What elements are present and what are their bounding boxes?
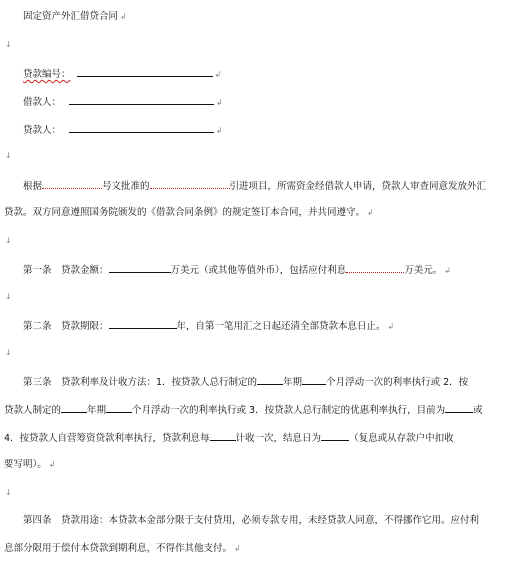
empty-paragraph-mark: ↓	[5, 236, 12, 245]
rate-years-blank-2	[61, 403, 87, 413]
article-4-line-1: 第四条 贷款用途：本贷款本金部分限于支付贷用，必须专款专用，未经贷款人同意，不得挪作它用。应付利	[23, 515, 480, 526]
borrower-blank	[69, 95, 214, 105]
lender-blank	[69, 123, 214, 133]
lender-field: 贷款人： ↲	[23, 125, 223, 136]
article-2: 第二条 贷款期限： 年，自第一笔用汇之日起还清全部贷款本息日止。 ↲	[23, 321, 395, 332]
borrower-field: 借款人： ↲	[23, 97, 223, 108]
empty-paragraph-mark: ↓	[5, 348, 12, 357]
rate-months-blank-1	[302, 375, 326, 385]
loan-term-blank	[109, 319, 177, 329]
interest-period-blank	[210, 431, 236, 441]
interest-amount-blank	[346, 263, 404, 273]
article-3-line-1: 第三条 贷款利率及计收方法：1．按贷款人总行制定的 年期 个月浮动一次的利率执行或 2．按	[23, 377, 469, 388]
document-title: 固定资产外汇借贷合同 ↲	[23, 11, 127, 22]
empty-paragraph-mark: ↓	[5, 151, 12, 160]
rate-months-blank-2	[106, 403, 132, 413]
approval-doc-blank	[42, 179, 102, 189]
article-3-line-4: 要写明）。 ↲	[4, 459, 56, 470]
article-3-line-2: 贷款人制定的 年期 个月浮动一次的利率执行或 3．按贷款人总行制定的优惠利率执行，目前为 或	[4, 405, 483, 416]
article-3-line-3: 4．按贷款人自营筹资贷款利率执行，贷款利息每 计收一次，结息日为 （复息或从存款户中扣收	[4, 433, 454, 444]
contract-no-field: 贷款编号： ↲	[23, 69, 222, 80]
settlement-date-blank	[321, 431, 349, 441]
approver-blank	[150, 179, 230, 189]
article-4-line-2: 息部分限用于偿付本贷款到期利息，不得作其他支付。 ↲	[4, 543, 241, 554]
preamble-line-1: 根据 号文批准的 引进项目，所需资金经借款人申请，贷款人审查同意发放外汇	[23, 181, 487, 192]
rate-years-blank-1	[257, 375, 283, 385]
article-1: 第一条 贷款金额： 万美元（或其他等值外币），包括应付利息 万美元。 ↲	[23, 265, 451, 276]
loan-amount-blank	[109, 263, 171, 273]
preferential-rate-blank	[445, 403, 473, 413]
preamble-line-2: 贷款。双方同意遵照国务院颁发的《借款合同条例》的规定签订本合同，并共同遵守。 ↲	[4, 207, 374, 218]
empty-paragraph-mark: ↓	[5, 40, 12, 49]
contract-no-blank	[77, 67, 213, 77]
empty-paragraph-mark: ↓	[5, 292, 12, 301]
empty-paragraph-mark: ↓	[5, 488, 12, 497]
